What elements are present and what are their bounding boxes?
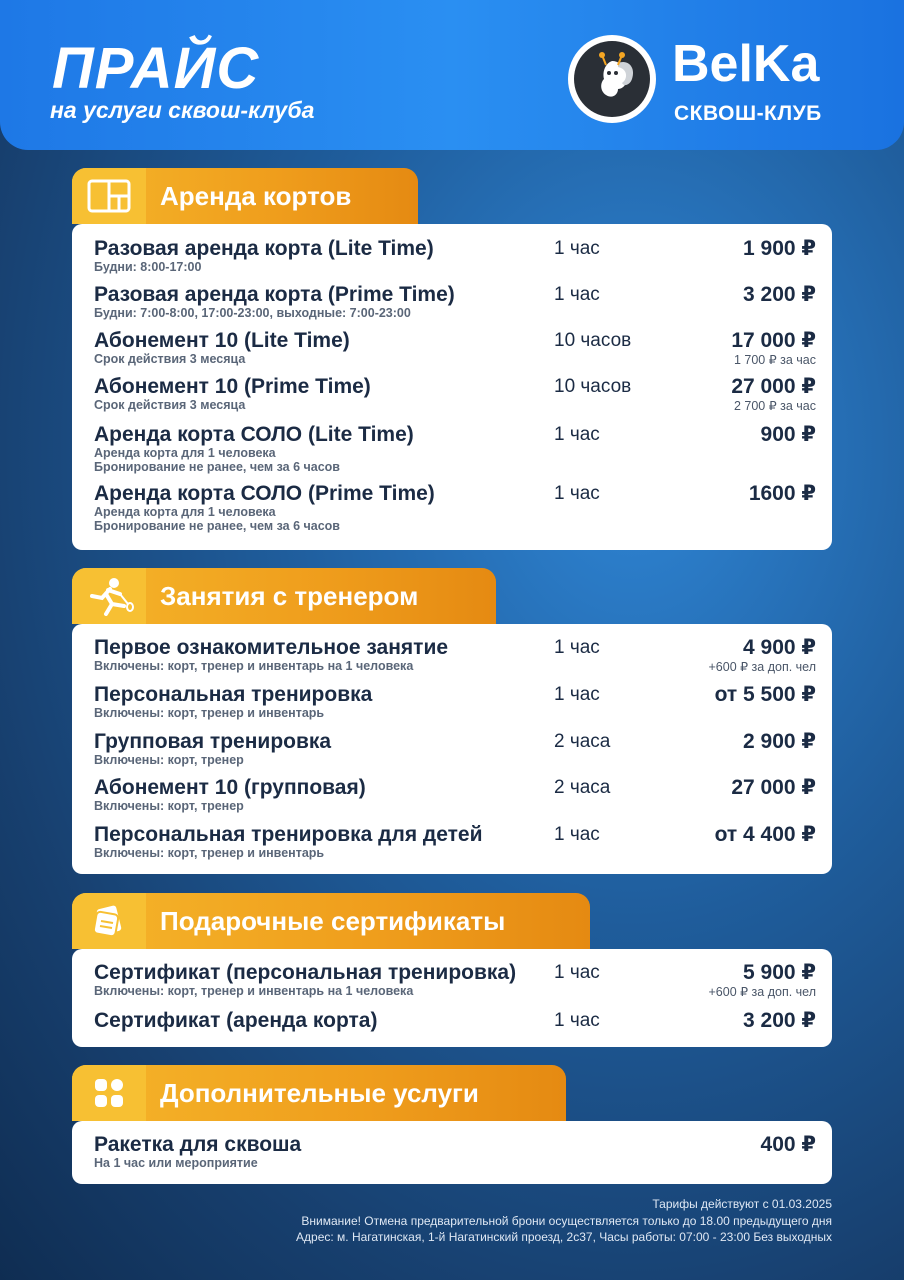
grid-icon <box>93 1077 125 1109</box>
footer-address: Адрес: м. Нагатинская, 1-й Нагатинский проезд, 2с37, Часы работы: 07:00 - 23:00 Без выходных <box>296 1230 832 1244</box>
price-row: Абонемент 10 (групповая) Включены: корт, тренер 2 часа 27 000 ₽ <box>94 776 816 813</box>
header-banner <box>0 0 904 150</box>
price-card-coaching <box>72 624 832 874</box>
section-tab-gift-certificates <box>72 893 590 949</box>
price-row: Персональная тренировка Включены: корт, тренер и инвентарь 1 час от 5 500 ₽ <box>94 683 816 720</box>
footer-validity: Тарифы действуют с 01.03.2025 <box>652 1197 832 1211</box>
page-subtitle: на услуги сквош-клуба <box>50 97 315 123</box>
price-row: Разовая аренда корта (Prime Time) Будни: 7:00-8:00, 17:00-23:00, выходные: 7:00-23:00 1 час 3 200 ₽ <box>94 283 816 320</box>
section-title: Занятия с тренером <box>160 580 419 611</box>
price-card-gift-certificates <box>72 949 832 1047</box>
page-title: ПРАЙС <box>52 36 260 101</box>
price-row: Аренда корта СОЛО (Prime Time) Аренда корта для 1 человека Бронирование не ранее, чем за 6 часов 1 час 1600 ₽ <box>94 482 816 533</box>
logo <box>568 35 656 123</box>
section-tab-court-rental <box>72 168 418 224</box>
price-row: Разовая аренда корта (Lite Time) Будни: 8:00-17:00 1 час 1 900 ₽ <box>94 237 816 274</box>
price-card-court-rental <box>72 224 832 550</box>
price-card-extra-services <box>72 1121 832 1184</box>
price-row: Персональная тренировка для детей Включены: корт, тренер и инвентарь 1 час от 4 400 ₽ <box>94 823 816 860</box>
section-title: Подарочные сертификаты <box>160 905 506 936</box>
price-row: Первое ознакомительное занятие Включены: корт, тренер и инвентарь на 1 человека 1 час 4 900 ₽ +600 ₽ за доп. чел <box>94 636 816 674</box>
gift-certificate-icon <box>89 903 129 939</box>
footer-cancellation: Внимание! Отмена предварительной брони осуществляется только до 18.00 предыдущего дня <box>301 1213 832 1228</box>
squirrel-icon <box>582 49 642 109</box>
price-row: Сертификат (аренда корта) 1 час 3 200 ₽ <box>94 1009 816 1032</box>
price-row: Абонемент 10 (Prime Time) Срок действия 3 месяца 10 часов 27 000 ₽ 2 700 ₽ за час <box>94 375 816 413</box>
squash-player-icon <box>84 576 134 616</box>
footer-notes <box>296 1196 832 1246</box>
price-row: Групповая тренировка Включены: корт, тренер 2 часа 2 900 ₽ <box>94 730 816 767</box>
price-row: Абонемент 10 (Lite Time) Срок действия 3 месяца 10 часов 17 000 ₽ 1 700 ₽ за час <box>94 329 816 367</box>
price-row: Ракетка для сквоша На 1 час или мероприятие 400 ₽ <box>94 1133 816 1170</box>
section-title: Дополнительные услуги <box>160 1077 479 1108</box>
brand-subtitle: СКВОШ-КЛУБ <box>674 102 822 125</box>
brand-name: BelKa <box>672 35 820 93</box>
court-icon <box>87 179 131 213</box>
price-row: Сертификат (персональная тренировка) Включены: корт, тренер и инвентарь на 1 человека 1 час 5 900 ₽ +600 ₽ за доп. чел <box>94 961 816 999</box>
section-tab-extra-services <box>72 1065 566 1121</box>
section-title: Аренда кортов <box>160 180 352 211</box>
section-tab-coaching <box>72 568 496 624</box>
price-row: Аренда корта СОЛО (Lite Time) Аренда корта для 1 человека Бронирование не ранее, чем за 6 часов 1 час 900 ₽ <box>94 423 816 474</box>
